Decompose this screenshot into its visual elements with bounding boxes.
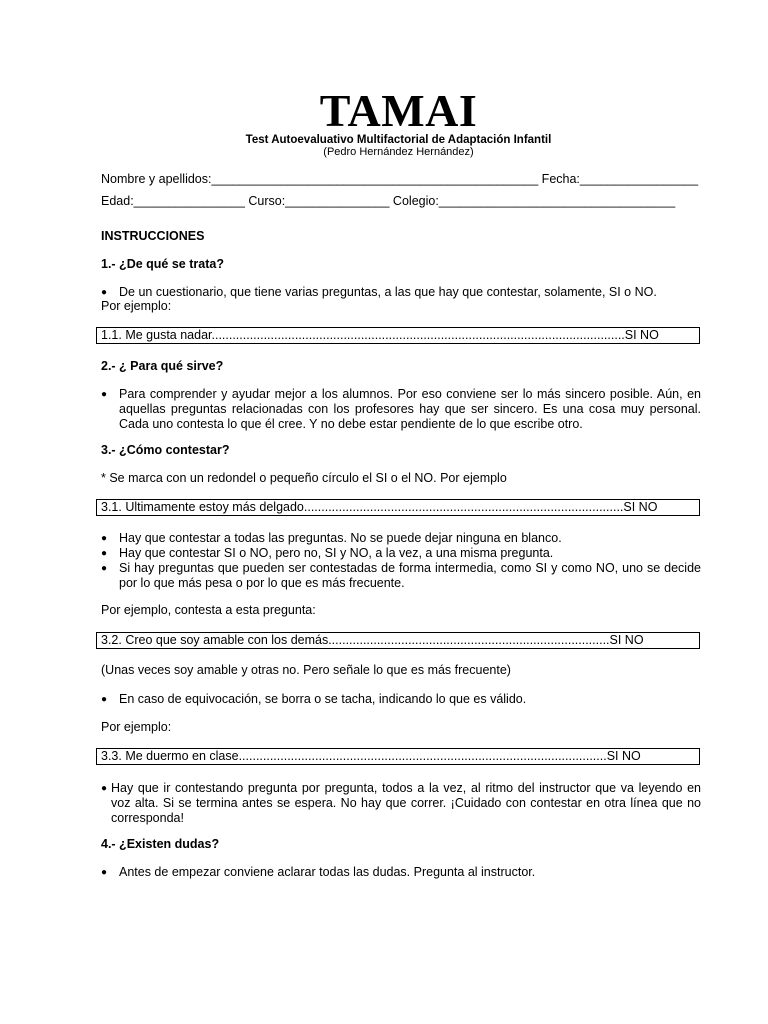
bullet-text: Si hay preguntas que pueden ser contestadas de forma intermedia, como SI y como NO, uno se decide por lo que más pesa o por lo que es más frecuente. (119, 561, 701, 590)
example-box-3-2 (96, 632, 700, 649)
section-3-note: (Unas veces soy amable y otras no. Pero señale lo que es más frecuente) (101, 663, 511, 677)
bullet-icon: ● (101, 287, 108, 298)
bullet-text: De un cuestionario, que tiene varias preguntas, a las que hay que contestar, solamente, SI o NO. (119, 285, 657, 299)
example-question: 1.1. Me gusta nadar.......................................................................................................................SI NO (101, 328, 659, 342)
document-author: (Pedro Hernández Hernández) (323, 146, 474, 158)
section-3-intro: * Se marca con un redondel o pequeño círculo el SI o el NO. Por ejemplo (101, 471, 507, 485)
form-line-name-date: Nombre y apellidos:_______________________________________________ Fecha:_________________ (101, 172, 699, 186)
section-4-heading: 4.- ¿Existen dudas? (101, 837, 220, 851)
bullet-icon: ● (101, 389, 108, 400)
bullet-icon: ● (101, 548, 108, 559)
example-question: 3.2. Creo que soy amable con los demás.................................................................................SI NO (101, 633, 644, 647)
section-2-heading: 2.- ¿ Para qué sirve? (101, 359, 224, 373)
example-box-1-1 (96, 327, 700, 344)
document-subtitle: Test Autoevaluativo Multifactorial de Adaptación Infantil (245, 134, 552, 146)
section-3-example-intro: Por ejemplo, contesta a esta pregunta: (101, 603, 316, 617)
section-1-heading: 1.- ¿De qué se trata? (101, 257, 224, 271)
example-box-3-1 (96, 499, 700, 516)
example-question: 3.1. Ultimamente estoy más delgado............................................................................................SI NO (101, 500, 658, 514)
section-3-example-intro-2: Por ejemplo: (101, 720, 172, 734)
bullet-text: Antes de empezar conviene aclarar todas las dudas. Pregunta al instructor. (119, 865, 536, 879)
bullet-text: Hay que contestar a todas las preguntas. No se puede dejar ninguna en blanco. (119, 531, 562, 545)
bullet-text: Hay que contestar SI o NO, pero no, SI y NO, a la vez, a una misma pregunta. (119, 546, 554, 560)
bullet-icon: ● (101, 694, 108, 705)
form-line-age-course-school: Edad:________________ Curso:_______________ Colegio:__________________________________ (101, 194, 676, 208)
section-3-heading: 3.- ¿Cómo contestar? (101, 443, 230, 457)
section-1-after: Por ejemplo: (101, 299, 172, 313)
example-box-3-3 (96, 748, 700, 765)
example-question: 3.3. Me duermo en clase..........................................................................................................SI NO (101, 749, 641, 763)
bullet-icon: ● (101, 533, 108, 544)
bullet-icon: ● (101, 867, 108, 878)
document-title: TAMAI (319, 85, 478, 136)
bullet-text: Hay que ir contestando pregunta por pregunta, todos a la vez, al ritmo del instructor que va leyendo en voz alta. Si se termina antes se espera. No hay que correr. ¡Cuidado con contestar en otra línea que no corresponda! (111, 781, 701, 825)
bullet-text: En caso de equivocación, se borra o se tacha, indicando lo que es válido. (119, 692, 527, 706)
bullet-text: Para comprender y ayudar mejor a los alumnos. Por eso conviene ser lo más sincero posible. Aún, en aquellas preguntas relacionadas con los profesores hay que ser sincero. Es una cosa muy personal. Cada uno contesta lo que él cree. Y no debe estar pendiente de lo que escribe otro. (119, 387, 701, 431)
bullet-icon: ● (101, 563, 108, 574)
bullet-icon: ● (101, 783, 108, 794)
instructions-heading: INSTRUCCIONES (101, 229, 205, 243)
